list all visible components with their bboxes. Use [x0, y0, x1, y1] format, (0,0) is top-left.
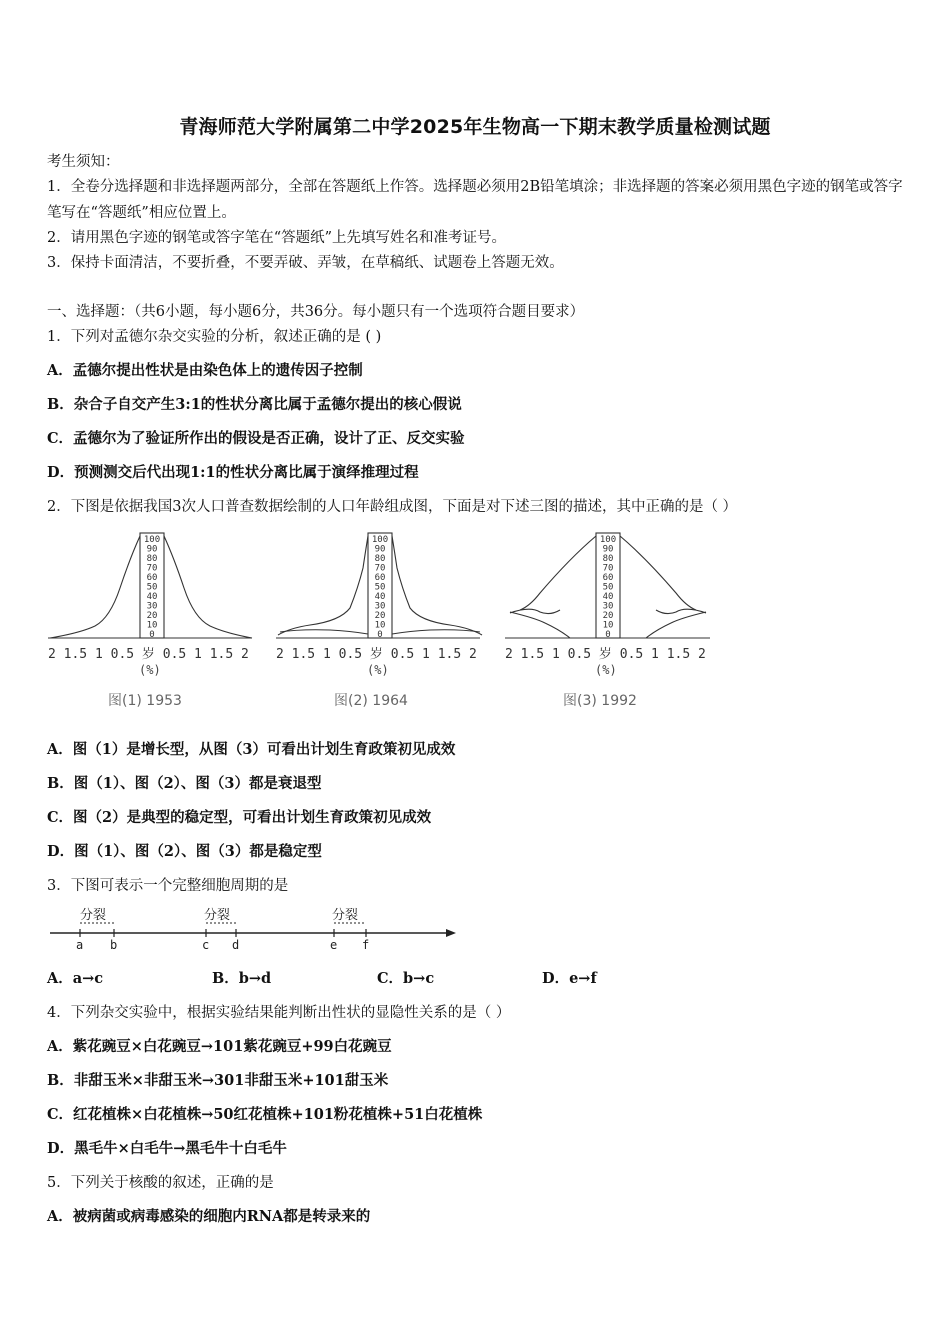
question-3-stem: 3．下图可表示一个完整细胞周期的是: [47, 878, 289, 894]
question-2-option-b: B．图（1）、图（2）、图（3）都是衰退型: [47, 775, 322, 792]
point-d: d: [232, 938, 240, 952]
age-tick-1-90: 90: [146, 544, 158, 555]
division-label-2: 分裂: [204, 908, 231, 923]
age-tick-1-80: 80: [146, 554, 158, 564]
age-tick-1-70: 70: [146, 563, 158, 574]
age-tick-3-20: 20: [602, 611, 614, 621]
age-tick-2-20: 20: [374, 611, 386, 621]
figure-caption-1953: 图(1) 1953: [108, 693, 182, 709]
age-tick-2-40: 40: [374, 592, 386, 602]
question-4-option-a: A．紫花豌豆×白花豌豆→101紫花豌豆+99白花豌豆: [47, 1038, 392, 1055]
notice-item-2: 2．请用黑色字迹的钢笔或答字笔在“答题纸”上先填写姓名和准考证号。: [47, 230, 507, 246]
age-tick-1-30: 30: [146, 601, 158, 612]
point-a: a: [76, 938, 84, 952]
age-tick-2-100: 100: [371, 535, 389, 545]
age-tick-1-10: 10: [146, 620, 158, 631]
age-tick-1-60: 60: [146, 573, 158, 583]
age-tick-1-20: 20: [146, 611, 158, 621]
age-tick-2-30: 30: [374, 601, 386, 612]
point-c: c: [202, 938, 210, 952]
question-1-option-d: D．预测测交后代出现1:1的性状分离比属于演绎推理过程: [47, 464, 419, 481]
question-4-option-b: B．非甜玉米×非甜玉米→301非甜玉米+101甜玉米: [47, 1072, 389, 1089]
age-tick-1-0: 0: [149, 630, 155, 640]
question-5-option-a: A．被病菌或病毒感染的细胞内RNA都是转录来的: [47, 1208, 371, 1225]
age-tick-2-80: 80: [374, 554, 386, 564]
figure-caption-1992: 图(3) 1992: [563, 693, 637, 709]
question-3-option-c: C．b→c: [377, 970, 435, 987]
point-b: b: [110, 938, 118, 952]
age-tick-3-100: 100: [599, 535, 617, 545]
age-tick-2-50: 50: [374, 582, 386, 593]
population-pyramid-figure: [40, 528, 730, 688]
axis-label-3: 2 1.5 1 0.5 岁 0.5 1 1.5 2: [505, 647, 706, 662]
question-3-option-b: B．b→d: [212, 970, 272, 987]
division-label-1: 分裂: [80, 908, 107, 923]
unit-label-1: (%): [139, 663, 161, 677]
question-2-option-c: C．图（2）是典型的稳定型，可看出计划生育政策初见成效: [47, 809, 432, 826]
page-title: 青海师范大学附属第二中学2025年生物高一下期末教学质量检测试题: [179, 116, 771, 138]
unit-label-3: (%): [595, 663, 617, 677]
question-1-option-a: A．孟德尔提出性状是由染色体上的遗传因子控制: [47, 362, 363, 379]
figure-caption-1964: 图(2) 1964: [334, 693, 408, 709]
axis-label-1: 2 1.5 1 0.5 岁 0.5 1 1.5 2: [48, 647, 249, 662]
age-tick-3-80: 80: [602, 554, 614, 564]
question-4-option-c: C．红花植株×白花植株→50红花植株+101粉花植株+51白花植株: [47, 1106, 483, 1123]
age-tick-3-90: 90: [602, 544, 614, 555]
age-tick-1-100: 100: [143, 535, 161, 545]
notice-heading: 考生须知：: [47, 154, 120, 170]
cell-cycle-figure: [46, 905, 466, 955]
question-1-stem: 1．下列对孟德尔杂交实验的分析，叙述正确的是 ( ): [47, 329, 382, 345]
age-tick-2-90: 90: [374, 544, 386, 555]
age-tick-3-30: 30: [602, 601, 614, 612]
question-3-option-a: A．a→c: [47, 970, 104, 987]
axis-label-2: 2 1.5 1 0.5 岁 0.5 1 1.5 2: [276, 647, 477, 662]
question-2-stem: 2．下图是依据我国3次人口普查数据绘制的人口年龄组成图，下面是对下述三图的描述，其中正确的是（ ）: [47, 499, 738, 515]
age-tick-2-70: 70: [374, 563, 386, 574]
age-tick-3-10: 10: [602, 620, 614, 631]
age-tick-2-0: 0: [377, 630, 383, 640]
notice-item-3: 3．保持卡面清洁，不要折叠，不要弄破、弄皱，在草稿纸、试题卷上答题无效。: [47, 255, 564, 271]
age-tick-3-70: 70: [602, 563, 614, 574]
age-tick-3-50: 50: [602, 582, 614, 593]
notice-item-1: 1．全卷分选择题和非选择题两部分，全部在答题纸上作答。选择题必须用2B铅笔填涂；非选择题的答案必须用黑色字迹的钢笔或答字笔写在“答题纸”相应位置上。: [47, 179, 903, 221]
age-tick-1-40: 40: [146, 592, 158, 602]
question-2-option-d: D．图（1）、图（2）、图（3）都是稳定型: [47, 843, 322, 860]
point-e: e: [330, 938, 338, 952]
point-f: f: [362, 938, 370, 952]
question-4-option-d: D．黑毛牛×白毛牛→黑毛牛十白毛牛: [47, 1140, 287, 1157]
age-tick-3-40: 40: [602, 592, 614, 602]
division-label-3: 分裂: [332, 908, 359, 923]
age-tick-3-0: 0: [605, 630, 611, 640]
unit-label-2: (%): [367, 663, 389, 677]
question-2-option-a: A．图（1）是增长型，从图（3）可看出计划生育政策初见成效: [47, 741, 456, 758]
question-5-stem: 5．下列关于核酸的叙述，正确的是: [47, 1175, 274, 1191]
question-3-option-d: D．e→f: [542, 970, 597, 987]
question-1-option-c: C．孟德尔为了验证所作出的假设是否正确，设计了正、反交实验: [47, 430, 465, 447]
age-tick-2-10: 10: [374, 620, 386, 631]
question-4-stem: 4．下列杂交实验中，根据实验结果能判断出性状的显隐性关系的是（ ）: [47, 1005, 511, 1021]
age-tick-1-50: 50: [146, 582, 158, 593]
question-1-option-b: B．杂合子自交产生3:1的性状分离比属于孟德尔提出的核心假说: [47, 396, 462, 413]
age-tick-2-60: 60: [374, 573, 386, 583]
section-heading: 一、选择题：（共6小题，每小题6分，共36分。每小题只有一个选项符合题目要求）: [47, 304, 585, 320]
age-tick-3-60: 60: [602, 573, 614, 583]
